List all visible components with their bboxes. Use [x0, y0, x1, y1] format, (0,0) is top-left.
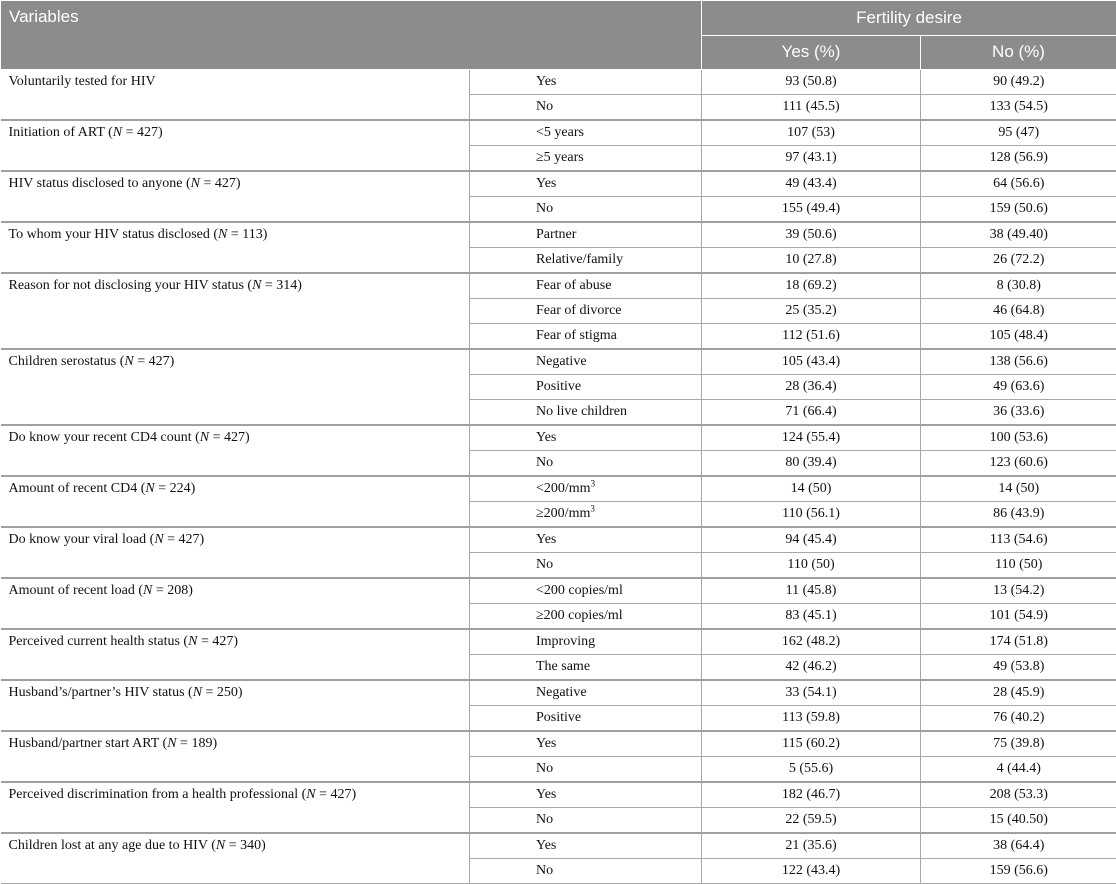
no-percent-cell: 159 (50.6) [921, 197, 1116, 223]
category-cell [470, 553, 702, 579]
yes-percent-cell: 10 (27.8) [702, 248, 921, 274]
category-label: ≥200/mm [536, 506, 590, 521]
category-label: No [536, 455, 553, 470]
variable-name: Children serostatus ( [9, 354, 125, 369]
sample-size-symbol: N [188, 634, 197, 649]
category-label: Fear of abuse [536, 278, 611, 293]
category-label: Improving [536, 634, 595, 649]
variable-label [1, 833, 470, 884]
sample-size-symbol: N [216, 838, 225, 853]
header-yes-percent: Yes (%) [702, 35, 921, 70]
sample-size-value: = 314) [261, 278, 302, 293]
no-percent-cell: 49 (53.8) [921, 655, 1116, 681]
variable-label [1, 629, 470, 680]
no-percent-cell: 46 (64.8) [921, 299, 1116, 324]
table-row [1, 782, 1116, 808]
category-label: ≥5 years [536, 150, 584, 165]
category-cell [470, 629, 702, 655]
yes-percent-cell: 39 (50.6) [702, 222, 921, 248]
no-percent-cell: 110 (50) [921, 553, 1116, 579]
no-percent-cell: 100 (53.6) [921, 425, 1116, 451]
category-cell [470, 248, 702, 274]
sample-size-value: = 113) [227, 227, 267, 242]
no-percent-cell: 15 (40.50) [921, 808, 1116, 834]
category-cell [470, 680, 702, 706]
category-label: No [536, 863, 553, 878]
category-cell [470, 527, 702, 553]
no-percent-cell: 36 (33.6) [921, 400, 1116, 426]
category-cell [470, 502, 702, 528]
no-percent-cell: 105 (48.4) [921, 324, 1116, 350]
sample-size-value: = 427) [197, 634, 238, 649]
category-cell [470, 451, 702, 477]
variable-name: Reason for not disclosing your HIV status ( [9, 278, 253, 293]
no-percent-cell: 128 (56.9) [921, 146, 1116, 172]
variable-label [1, 222, 470, 273]
category-label: Fear of divorce [536, 303, 622, 318]
yes-percent-cell: 105 (43.4) [702, 349, 921, 375]
category-cell [470, 324, 702, 350]
category-cell [470, 578, 702, 604]
category-label: Yes [536, 176, 556, 191]
category-cell [470, 222, 702, 248]
sample-size-value: = 250) [202, 685, 243, 700]
category-label: <5 years [536, 125, 584, 140]
sample-size-symbol: N [154, 532, 163, 547]
sample-size-value: = 427) [134, 354, 175, 369]
variable-name: Initiation of ART ( [9, 125, 113, 140]
category-label: No [536, 201, 553, 216]
category-label: Yes [536, 74, 556, 89]
variable-name: Children lost at any age due to HIV ( [9, 838, 216, 853]
table-row [1, 629, 1116, 655]
category-cell [470, 95, 702, 121]
sample-size-symbol: N [306, 787, 315, 802]
sample-size-symbol: N [191, 176, 200, 191]
yes-percent-cell: 107 (53) [702, 120, 921, 146]
no-percent-cell: 38 (49.40) [921, 222, 1116, 248]
yes-percent-cell: 111 (45.5) [702, 95, 921, 121]
table-row [1, 833, 1116, 859]
variable-name: Husband’s/partner’s HIV status ( [9, 685, 193, 700]
variable-label [1, 171, 470, 222]
category-cell [470, 349, 702, 375]
category-label: Relative/family [536, 252, 623, 267]
no-percent-cell: 28 (45.9) [921, 680, 1116, 706]
yes-percent-cell: 97 (43.1) [702, 146, 921, 172]
category-cell [470, 425, 702, 451]
sample-size-value: = 427) [316, 787, 357, 802]
table-header [1, 1, 1116, 70]
no-percent-cell: 174 (51.8) [921, 629, 1116, 655]
category-cell [470, 859, 702, 884]
sample-size-symbol: N [113, 125, 122, 140]
category-label: No [536, 99, 553, 114]
no-percent-cell: 138 (56.6) [921, 349, 1116, 375]
no-percent-cell: 101 (54.9) [921, 604, 1116, 630]
variable-name: Do know your recent CD4 count ( [9, 430, 200, 445]
no-percent-cell: 76 (40.2) [921, 706, 1116, 732]
no-percent-cell: 14 (50) [921, 476, 1116, 502]
variable-label [1, 782, 470, 833]
no-percent-cell: 75 (39.8) [921, 731, 1116, 757]
header-no-percent: No (%) [921, 35, 1116, 70]
category-cell [470, 731, 702, 757]
no-percent-cell: 4 (44.4) [921, 757, 1116, 783]
sample-size-value: = 427) [122, 125, 163, 140]
yes-percent-cell: 21 (35.6) [702, 833, 921, 859]
table-row [1, 527, 1116, 553]
variable-label [1, 273, 470, 349]
table-row [1, 273, 1116, 299]
category-label: <200/mm [536, 481, 591, 496]
variable-label [1, 731, 470, 782]
yes-percent-cell: 94 (45.4) [702, 527, 921, 553]
category-label: Negative [536, 685, 587, 700]
variable-name: Do know your viral load ( [9, 532, 155, 547]
variable-label [1, 527, 470, 578]
category-cell [470, 655, 702, 681]
yes-percent-cell: 93 (50.8) [702, 70, 921, 95]
sample-size-symbol: N [167, 736, 176, 751]
yes-percent-cell: 110 (50) [702, 553, 921, 579]
yes-percent-cell: 25 (35.2) [702, 299, 921, 324]
variable-label [1, 680, 470, 731]
yes-percent-cell: 42 (46.2) [702, 655, 921, 681]
category-label: Fear of stigma [536, 328, 617, 343]
category-label: Yes [536, 787, 556, 802]
category-cell [470, 400, 702, 426]
variable-name: Husband/partner start ART ( [9, 736, 168, 751]
sample-size-symbol: N [193, 685, 202, 700]
category-cell [470, 70, 702, 95]
yes-percent-cell: 28 (36.4) [702, 375, 921, 400]
no-percent-cell: 8 (30.8) [921, 273, 1116, 299]
table-row [1, 349, 1116, 375]
table-row [1, 680, 1116, 706]
table-row [1, 222, 1116, 248]
no-percent-cell: 13 (54.2) [921, 578, 1116, 604]
category-label: Yes [536, 532, 556, 547]
variable-label [1, 349, 470, 425]
variable-name: Perceived current health status ( [9, 634, 189, 649]
no-percent-cell: 123 (60.6) [921, 451, 1116, 477]
no-percent-cell: 38 (64.4) [921, 833, 1116, 859]
table-row [1, 120, 1116, 146]
category-label: Positive [536, 710, 581, 725]
table-row [1, 731, 1116, 757]
no-percent-cell: 95 (47) [921, 120, 1116, 146]
yes-percent-cell: 155 (49.4) [702, 197, 921, 223]
category-label: Positive [536, 379, 581, 394]
no-percent-cell: 86 (43.9) [921, 502, 1116, 528]
variable-label [1, 476, 470, 527]
table-body [1, 70, 1116, 884]
yes-percent-cell: 112 (51.6) [702, 324, 921, 350]
table-row [1, 578, 1116, 604]
variable-label [1, 70, 470, 121]
category-cell [470, 375, 702, 400]
category-cell [470, 833, 702, 859]
variable-name: Voluntarily tested for HIV [9, 74, 156, 89]
category-label: Yes [536, 736, 556, 751]
category-label: No [536, 761, 553, 776]
variable-name: HIV status disclosed to anyone ( [9, 176, 191, 191]
category-cell [470, 171, 702, 197]
variable-name: Amount of recent CD4 ( [9, 481, 146, 496]
no-percent-cell: 64 (56.6) [921, 171, 1116, 197]
table-row [1, 425, 1116, 451]
yes-percent-cell: 83 (45.1) [702, 604, 921, 630]
yes-percent-cell: 14 (50) [702, 476, 921, 502]
yes-percent-cell: 162 (48.2) [702, 629, 921, 655]
yes-percent-cell: 113 (59.8) [702, 706, 921, 732]
category-cell [470, 706, 702, 732]
category-cell [470, 782, 702, 808]
no-percent-cell: 26 (72.2) [921, 248, 1116, 274]
sample-size-value: = 189) [177, 736, 218, 751]
category-label: <200 copies/ml [536, 583, 623, 598]
category-label: ≥200 copies/ml [536, 608, 623, 623]
category-label: No live children [536, 404, 627, 419]
variable-name: Amount of recent load ( [9, 583, 144, 598]
sample-size-value: = 427) [209, 430, 250, 445]
yes-percent-cell: 33 (54.1) [702, 680, 921, 706]
no-percent-cell: 159 (56.6) [921, 859, 1116, 884]
sample-size-symbol: N [124, 354, 133, 369]
unit-superscript: 3 [590, 503, 595, 513]
yes-percent-cell: 80 (39.4) [702, 451, 921, 477]
sample-size-symbol: N [143, 583, 152, 598]
no-percent-cell: 208 (53.3) [921, 782, 1116, 808]
sample-size-symbol: N [145, 481, 154, 496]
yes-percent-cell: 122 (43.4) [702, 859, 921, 884]
category-cell [470, 197, 702, 223]
variable-label [1, 578, 470, 629]
header-fertility-desire: Fertility desire [702, 1, 1116, 36]
sample-size-symbol: N [218, 227, 227, 242]
category-cell [470, 604, 702, 630]
category-cell [470, 146, 702, 172]
table-row [1, 476, 1116, 502]
category-label: Yes [536, 430, 556, 445]
yes-percent-cell: 124 (55.4) [702, 425, 921, 451]
sample-size-value: = 427) [164, 532, 205, 547]
sample-size-symbol: N [252, 278, 261, 293]
sample-size-value: = 224) [155, 481, 196, 496]
no-percent-cell: 90 (49.2) [921, 70, 1116, 95]
category-cell [470, 757, 702, 783]
variable-label [1, 425, 470, 476]
category-label: Yes [536, 838, 556, 853]
category-cell [470, 476, 702, 502]
yes-percent-cell: 22 (59.5) [702, 808, 921, 834]
category-cell [470, 808, 702, 834]
category-label: Negative [536, 354, 587, 369]
header-variables: Variables [1, 1, 702, 70]
table-row [1, 70, 1116, 95]
category-label: The same [536, 659, 590, 674]
category-cell [470, 299, 702, 324]
yes-percent-cell: 71 (66.4) [702, 400, 921, 426]
sample-size-value: = 208) [152, 583, 193, 598]
yes-percent-cell: 18 (69.2) [702, 273, 921, 299]
variable-label [1, 120, 470, 171]
no-percent-cell: 49 (63.6) [921, 375, 1116, 400]
yes-percent-cell: 110 (56.1) [702, 502, 921, 528]
category-label: Partner [536, 227, 576, 242]
yes-percent-cell: 11 (45.8) [702, 578, 921, 604]
category-cell [470, 273, 702, 299]
table-row [1, 171, 1116, 197]
variable-name: To whom your HIV status disclosed ( [9, 227, 219, 242]
sample-size-symbol: N [200, 430, 209, 445]
sample-size-value: = 427) [200, 176, 241, 191]
unit-superscript: 3 [591, 478, 596, 488]
yes-percent-cell: 182 (46.7) [702, 782, 921, 808]
category-cell [470, 120, 702, 146]
yes-percent-cell: 5 (55.6) [702, 757, 921, 783]
variable-name: Perceived discrimination from a health professional ( [9, 787, 307, 802]
no-percent-cell: 133 (54.5) [921, 95, 1116, 121]
sample-size-value: = 340) [225, 838, 266, 853]
yes-percent-cell: 49 (43.4) [702, 171, 921, 197]
yes-percent-cell: 115 (60.2) [702, 731, 921, 757]
category-label: No [536, 812, 553, 827]
category-label: No [536, 557, 553, 572]
no-percent-cell: 113 (54.6) [921, 527, 1116, 553]
